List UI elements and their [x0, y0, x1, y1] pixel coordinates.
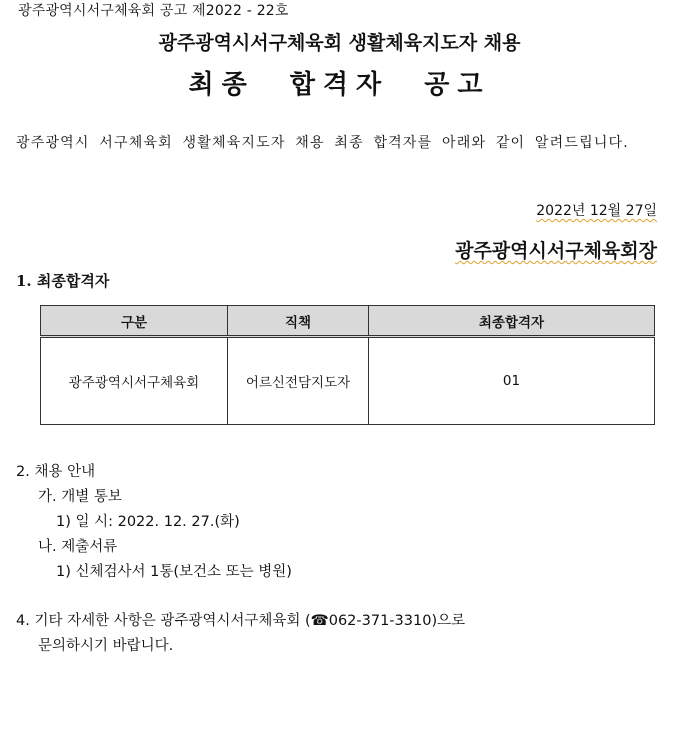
finalists-table [40, 305, 655, 425]
table-row [41, 337, 655, 425]
col-header-position: 직책 [228, 306, 369, 337]
table-header-row [41, 306, 655, 337]
cell-category: 광주광역시서구체육회 [41, 337, 228, 425]
section-2-heading: 2. 채용 안내 [16, 464, 96, 480]
col-header-category: 구분 [41, 306, 228, 337]
section-4-line-2: 문의하시기 바랍니다. [38, 638, 174, 654]
document-subtitle: 최종 합격자 공고 [188, 70, 491, 100]
section-4-line-1: 4. 기타 자세한 사항은 광주광역시서구체육회 (☎062-371-3310)으로 [16, 613, 466, 629]
document-number: 광주광역시서구체육회 공고 제2022 - 22호 [18, 3, 289, 19]
col-header-finalist: 최종합격자 [369, 306, 655, 337]
section-1-heading: 1. 최종합격자 [16, 272, 110, 290]
signature-org: 광주광역시서구체육회장 [455, 240, 657, 262]
item-date-time: 1) 일 시: 2022. 12. 27.(화) [56, 514, 240, 530]
cell-finalist: 01 [369, 337, 655, 425]
intro-paragraph: 광주광역시 서구체육회 생활체육지도자 채용 최종 합격자를 아래와 같이 알려드립니다. [16, 135, 629, 151]
document-title: 광주광역시서구체육회 생활체육지도자 채용 [158, 32, 521, 54]
item-health-certificate: 1) 신체검사서 1통(보건소 또는 병원) [56, 564, 292, 580]
cell-position: 어르신전담지도자 [228, 337, 369, 425]
announcement-date: 2022년 12월 27일 [536, 203, 657, 219]
item-documents: 나. 제출서류 [38, 539, 118, 555]
item-individual-notice: 가. 개별 통보 [38, 489, 122, 505]
